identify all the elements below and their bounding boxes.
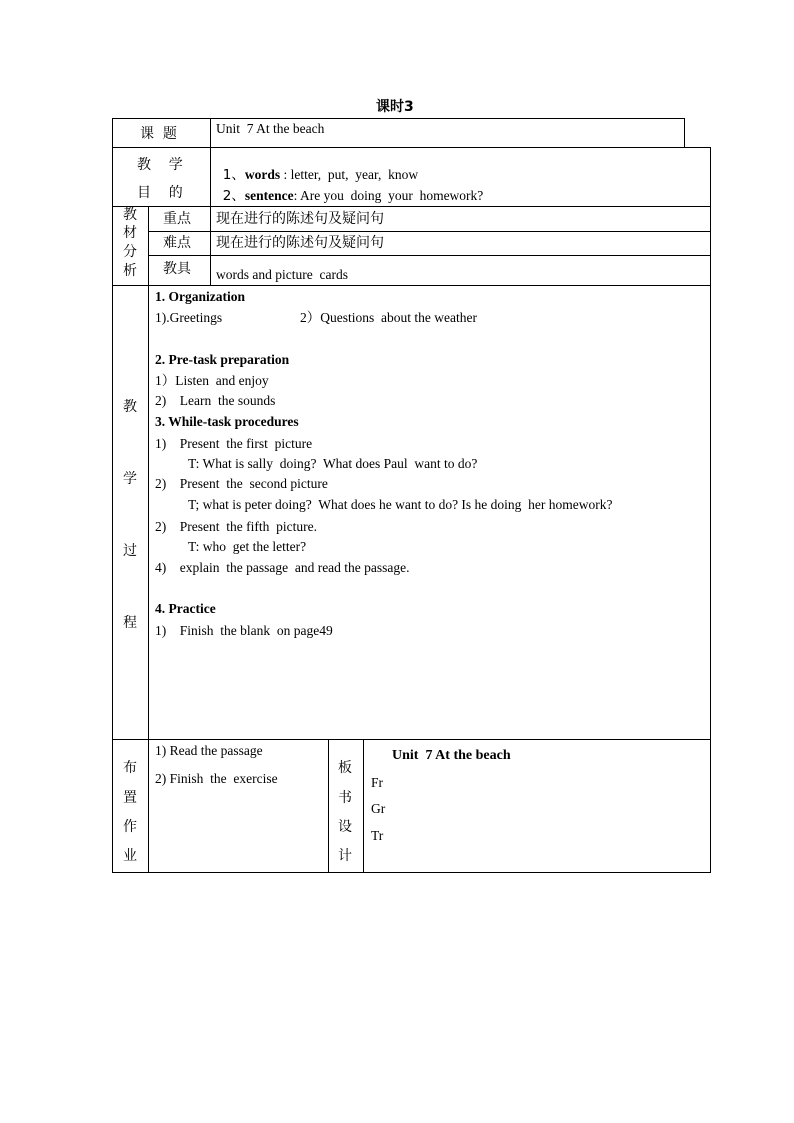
row-divider-analysis [112, 285, 710, 286]
process-side-char-3: 过 [123, 543, 137, 559]
board-line-1: Fr [371, 775, 384, 790]
col-divider-analysis-label [210, 206, 211, 286]
topic-value: Unit 7 At the beach [216, 121, 325, 136]
board-line-2: Gr [371, 801, 386, 816]
table-border-right [710, 147, 711, 873]
row-divider-process [112, 739, 710, 740]
homework-side-char-2: 置 [123, 790, 137, 806]
section-pretask-heading: 2. Pre-task preparation [155, 352, 290, 367]
pretask-item-2: 2) Learn the sounds [155, 393, 276, 408]
table-border-top [112, 118, 684, 119]
board-side-char-2: 书 [338, 790, 352, 806]
homework-side-char-3: 作 [123, 819, 137, 835]
analysis-value-jiaoju: words and picture cards [216, 267, 348, 282]
page-title: 课时3 [376, 99, 414, 115]
homework-item-2: 2) Finish the exercise [155, 771, 278, 786]
analysis-value-zhongdian: 现在进行的陈述句及疑问句 [216, 211, 384, 227]
analysis-label-jiaoju: 教具 [163, 261, 191, 277]
whiletask-item-1-teacher: T: What is sally doing? What does Paul want to do? [188, 456, 478, 471]
organization-greetings: 1).Greetings [155, 310, 223, 325]
whiletask-item-2-teacher: T; what is peter doing? What does he want to do? Is he doing her homework? [188, 497, 613, 512]
row-divider-zhongdian [148, 231, 710, 232]
col-divider-topic [210, 118, 211, 207]
board-side-char-1: 板 [338, 760, 352, 776]
board-side-char-3: 设 [338, 819, 352, 835]
whiletask-item-1: 1) Present the first picture [155, 436, 313, 451]
whiletask-item-2: 2) Present the second picture [155, 476, 328, 491]
board-line-3: Tr [371, 828, 384, 843]
topic-label: 课 题 [140, 126, 177, 142]
topic-right-edge [684, 118, 685, 147]
organization-questions: 2）Questions about the weather [300, 310, 477, 325]
section-practice-heading: 4. Practice [155, 601, 216, 616]
homework-item-1: 1) Read the passage [155, 743, 263, 758]
objectives-label-line1: 教 学 [137, 157, 183, 173]
objectives-label-line2: 目 的 [137, 185, 183, 201]
objective-sentence-label: sentence [244, 188, 294, 203]
analysis-label-nandian: 难点 [163, 235, 191, 251]
table-border-bottom [112, 872, 710, 873]
row-divider-topic [112, 147, 710, 148]
section-whiletask-heading: 3. While-task procedures [155, 414, 299, 429]
col-divider-board-side [363, 739, 364, 873]
table-border-left [112, 118, 113, 873]
row-divider-nandian [148, 255, 710, 256]
process-side-char-1: 教 [123, 399, 137, 415]
homework-side-char-4: 业 [123, 848, 137, 864]
analysis-label-zhongdian: 重点 [163, 211, 191, 227]
objective-words-prefix: 1、 [222, 167, 245, 183]
analysis-side-char-2: 材 [123, 225, 137, 241]
homework-side-char-1: 布 [123, 760, 137, 776]
whiletask-item-3-teacher: T: who get the letter? [188, 539, 307, 554]
col-divider-homework [328, 739, 329, 873]
analysis-value-nandian: 现在进行的陈述句及疑问句 [216, 235, 384, 251]
practice-item-1: 1) Finish the blank on page49 [155, 623, 333, 638]
analysis-side-char-3: 分 [123, 244, 137, 260]
objective-sentence-prefix: 2、 [222, 188, 245, 204]
objective-words-label: words [244, 167, 281, 182]
process-side-char-4: 程 [123, 615, 137, 631]
col-divider-process-side [148, 285, 149, 873]
process-side-char-2: 学 [123, 471, 137, 487]
board-title: Unit 7 At the beach [392, 748, 511, 763]
objective-sentence-text: : Are you doing your homework? [293, 188, 484, 203]
analysis-side-char-1: 教 [123, 207, 137, 223]
objective-sentence [216, 172, 483, 204]
whiletask-item-3: 2) Present the fifth picture. [155, 519, 317, 534]
pretask-item-1: 1）Listen and enjoy [155, 373, 269, 388]
analysis-side-char-4: 析 [123, 263, 137, 279]
whiletask-item-4: 4) explain the passage and read the passage. [155, 560, 410, 575]
board-side-char-4: 计 [338, 848, 352, 864]
row-divider-objectives [112, 206, 710, 207]
section-organization-heading: 1. Organization [155, 289, 245, 304]
col-divider-analysis-side [148, 206, 149, 286]
objective-words-list: : letter, put, year, know [280, 167, 419, 182]
